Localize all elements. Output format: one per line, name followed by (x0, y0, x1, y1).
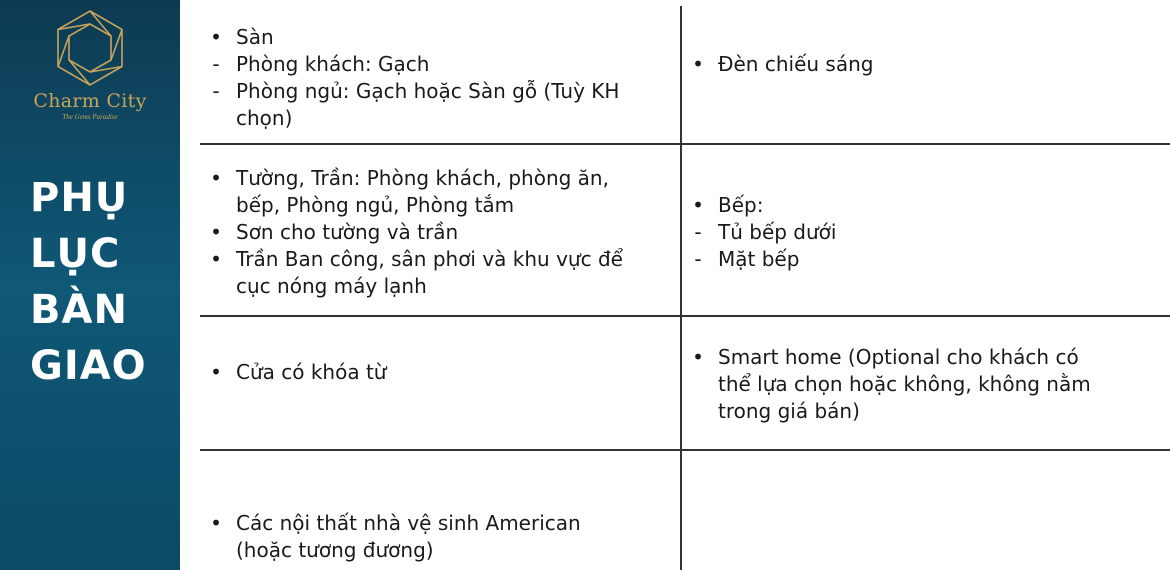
list-item-continuation: bếp, Phòng ngủ, Phòng tắm (236, 193, 515, 217)
cell-lighting (682, 51, 1162, 78)
bullet-icon: • (692, 345, 704, 369)
title-line: LỤC (30, 231, 121, 277)
title-line: PHỤ (30, 175, 129, 221)
bullet-icon: • (210, 360, 222, 384)
list-item: • Các nội thất nhà vệ sinh American (200, 510, 680, 537)
dash-icon: - (694, 220, 702, 244)
bullet-icon: • (210, 511, 222, 535)
dash-icon: - (212, 79, 220, 103)
cell-smart-home (682, 344, 1162, 425)
list-item: - Phòng ngủ: Gạch hoặc Sàn gỗ (Tuỳ KH (200, 78, 680, 105)
handover-table (180, 0, 1170, 570)
list-item: • Cửa có khóa từ (200, 359, 680, 386)
list-item-continuation: thể lựa chọn hoặc không, không nằm (718, 372, 1091, 396)
cell-bathroom (200, 510, 680, 564)
list-item: • Trần Ban công, sân phơi và khu vực để (200, 246, 680, 273)
cell-floor (200, 24, 680, 132)
page-title (30, 170, 180, 394)
list-item-continuation: cục nóng máy lạnh (236, 274, 427, 298)
row-divider (200, 449, 1170, 451)
bullet-icon: • (692, 193, 704, 217)
sidebar (0, 0, 180, 570)
dash-icon: - (694, 247, 702, 271)
list-item: • Smart home (Optional cho khách có (682, 344, 1162, 371)
column-divider (680, 6, 682, 570)
list-item-continuation: trong giá bán) (718, 399, 860, 423)
list-item: • Tường, Trần: Phòng khách, phòng ăn, (200, 165, 680, 192)
bullet-icon: • (692, 52, 704, 76)
list-item: • Bếp: (682, 192, 1162, 219)
title-line: BÀN (30, 287, 128, 333)
dash-icon: - (212, 52, 220, 76)
bullet-icon: • (210, 166, 222, 190)
bullet-icon: • (210, 247, 222, 271)
list-item-continuation: (hoặc tương đương) (236, 538, 434, 562)
brand-tagline: The Gems Paradise (62, 113, 118, 121)
brand-name: Charm City (33, 90, 147, 112)
hexagon-shutter-icon (50, 8, 130, 88)
title-line: GIAO (30, 343, 147, 389)
list-item: - Tủ bếp dưới (682, 219, 1162, 246)
cell-walls-ceiling (200, 165, 680, 300)
logo (0, 8, 180, 121)
list-item: • Sàn (200, 24, 680, 51)
list-item: - Phòng khách: Gạch (200, 51, 680, 78)
cell-kitchen (682, 192, 1162, 273)
bullet-icon: • (210, 25, 222, 49)
list-item-continuation: chọn) (236, 106, 293, 130)
list-item: - Mặt bếp (682, 246, 1162, 273)
list-item: • Sơn cho tường và trần (200, 219, 680, 246)
list-item: • Đèn chiếu sáng (682, 51, 1162, 78)
cell-door-lock (200, 359, 680, 386)
bullet-icon: • (210, 220, 222, 244)
row-divider (200, 143, 1170, 145)
row-divider (200, 315, 1170, 317)
